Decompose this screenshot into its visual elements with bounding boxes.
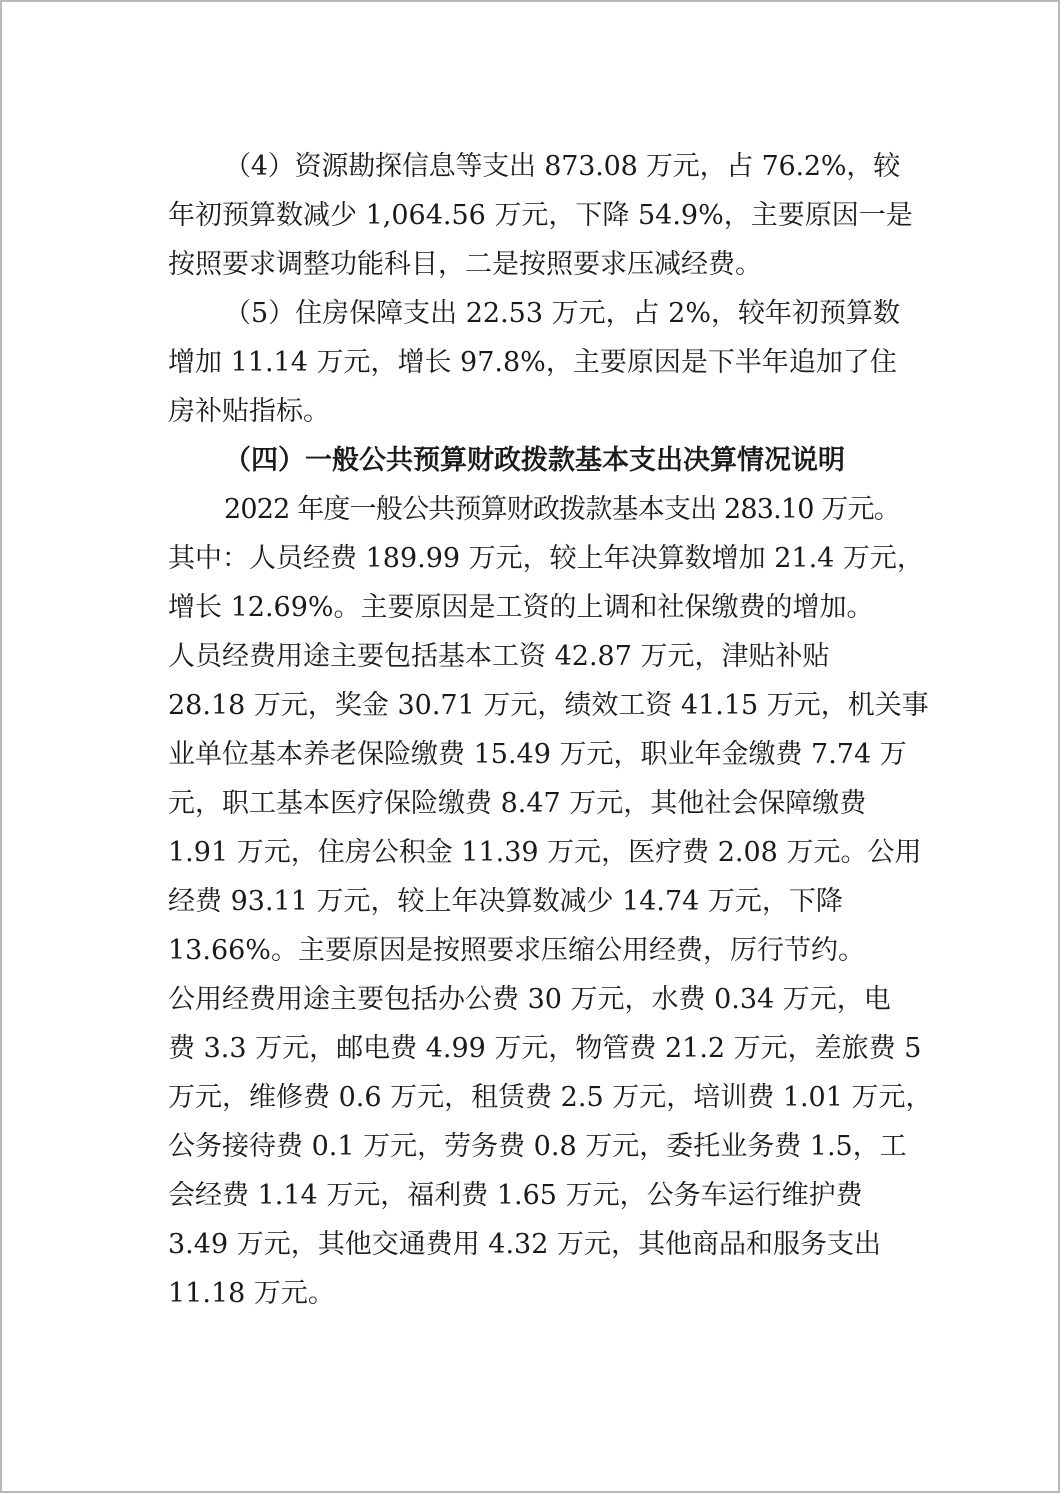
paragraph-1-line-1: （4）资源勘探信息等支出 873.08 万元，占 76.2%，较 [224, 151, 900, 182]
paragraph-3-line-1: 2022 年度一般公共预算财政拨款基本支出 283.10 万元。 [224, 494, 900, 525]
paragraph-3-line-2: 其中：人员经费 189.99 万元，较上年决算数增加 21.4 万元， [168, 543, 924, 574]
paragraph-3-line-3: 增长 12.69%。主要原因是工资的上调和社保缴费的增加。 [168, 592, 874, 623]
paragraph-3-line-10: 13.66%。主要原因是按照要求压缩公用经费，厉行节约。 [168, 935, 865, 966]
paragraph-3-line-15: 会经费 1.14 万元，福利费 1.65 万元，公务车运行维护费 [168, 1180, 863, 1211]
paragraph-3-line-13: 万元，维修费 0.6 万元，租赁费 2.5 万元，培训费 1.01 万元， [168, 1082, 933, 1113]
paragraph-3-line-8: 1.91 万元，住房公积金 11.39 万元，医疗费 2.08 万元。公用 [168, 837, 922, 868]
paragraph-3-line-12: 费 3.3 万元，邮电费 4.99 万元，物管费 21.2 万元，差旅费 5 [168, 1033, 922, 1064]
paragraph-2-line-3: 房补贴指标。 [168, 396, 330, 427]
paragraph-2-line-1: （5）住房保障支出 22.53 万元，占 2%，较年初预算数 [224, 298, 900, 329]
paragraph-3-line-14: 公务接待费 0.1 万元，劳务费 0.8 万元，委托业务费 1.5，工 [168, 1131, 907, 1162]
paragraph-3-line-6: 业单位基本养老保险缴费 15.49 万元，职业年金缴费 7.74 万 [168, 739, 907, 770]
paragraph-1-line-3: 按照要求调整功能科目，二是按照要求压减经费。 [168, 249, 762, 280]
paragraph-3-line-4: 人员经费用途主要包括基本工资 42.87 万元，津贴补贴 [168, 641, 830, 672]
paragraph-3-line-11: 公用经费用途主要包括办公费 30 万元，水费 0.34 万元，电 [168, 984, 891, 1015]
paragraph-3-line-7: 元，职工基本医疗保险缴费 8.47 万元，其他社会保障缴费 [168, 788, 867, 819]
paragraph-3-line-9: 经费 93.11 万元，较上年决算数减少 14.74 万元，下降 [168, 886, 843, 917]
paragraph-2-line-2: 增加 11.14 万元，增长 97.8%，主要原因是下半年追加了住 [168, 347, 897, 378]
paragraph-1-line-2: 年初预算数减少 1,064.56 万元，下降 54.9%，主要原因一是 [168, 200, 913, 231]
paragraph-3-line-16: 3.49 万元，其他交通费用 4.32 万元，其他商品和服务支出 [168, 1229, 881, 1260]
paragraph-3-line-5: 28.18 万元，奖金 30.71 万元，绩效工资 41.15 万元，机关事 [168, 690, 929, 721]
paragraph-3-line-17: 11.18 万元。 [168, 1278, 335, 1309]
section-heading: （四）一般公共预算财政拨款基本支出决算情况说明 [224, 445, 845, 476]
